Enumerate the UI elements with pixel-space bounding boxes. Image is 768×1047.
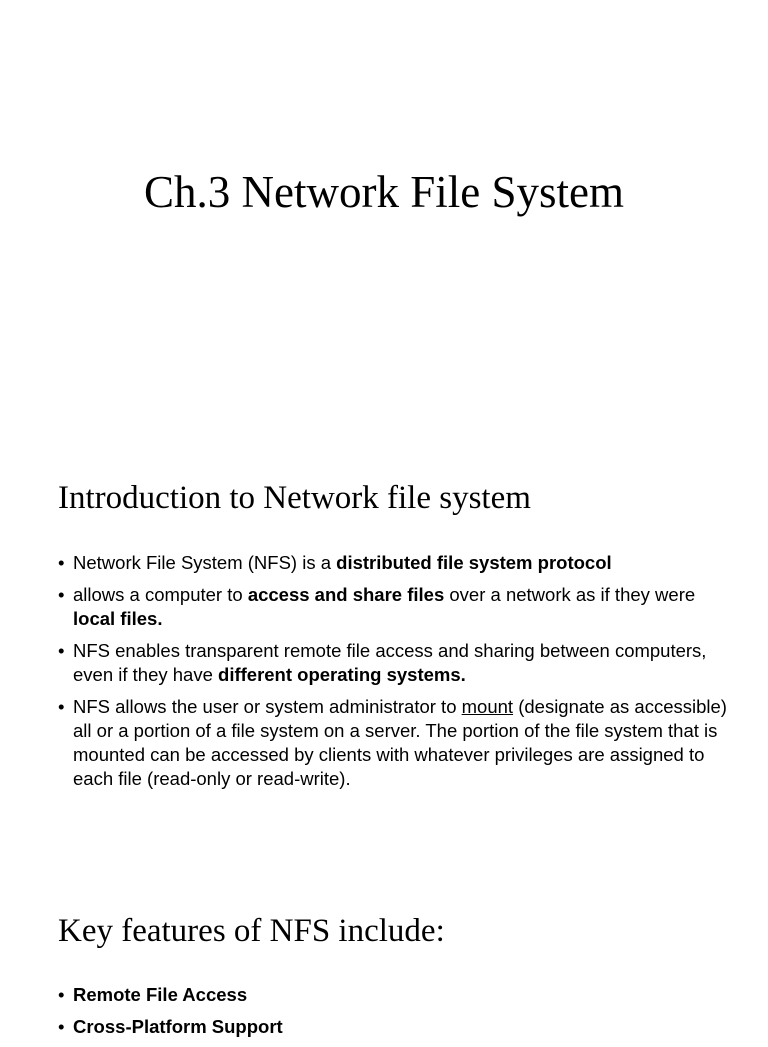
list-item: [58, 1015, 738, 1039]
bullet-emphasis: different operating systems.: [218, 664, 466, 685]
bullet-text: Network File System (NFS) is a: [73, 552, 337, 573]
intro-bullet-list: [58, 551, 738, 799]
bullet-icon: •: [58, 696, 65, 717]
bullet-text: (designate as accessible) all or a portion of a file system on a server. The portion of the file system that is mounted can be accessed by clients with whatever privileges are assigned to each file (read-only or read-write).: [73, 696, 727, 789]
features-bullet-list: [58, 983, 738, 1047]
bullet-icon: •: [58, 984, 65, 1005]
list-item: [58, 695, 738, 791]
bullet-underlined-term: mount: [461, 696, 514, 717]
list-item: [58, 551, 738, 575]
list-item: [58, 583, 738, 631]
bullet-icon: •: [58, 1016, 65, 1037]
bullet-emphasis: distributed file system protocol: [336, 552, 612, 573]
bullet-text: NFS allows the user or system administrator to: [73, 696, 462, 717]
bullet-icon: •: [58, 584, 65, 605]
bullet-emphasis: local files.: [73, 608, 163, 629]
feature-label: Cross-Platform Support: [73, 1016, 283, 1037]
page-title: Ch.3 Network File System: [144, 167, 624, 217]
bullet-text: allows a computer to: [73, 584, 248, 605]
bullet-text: over a network as if they were: [444, 584, 696, 605]
bullet-icon: •: [58, 552, 65, 573]
intro-heading: Introduction to Network file system: [58, 480, 531, 516]
list-item: [58, 983, 738, 1007]
features-heading: Key features of NFS include:: [58, 913, 445, 949]
list-item: [58, 639, 738, 687]
feature-label: Remote File Access: [73, 984, 248, 1005]
bullet-icon: •: [58, 640, 65, 661]
bullet-text: NFS enables transparent remote file access and sharing between computers, even if they have: [73, 640, 707, 685]
bullet-emphasis: access and share files: [247, 584, 445, 605]
